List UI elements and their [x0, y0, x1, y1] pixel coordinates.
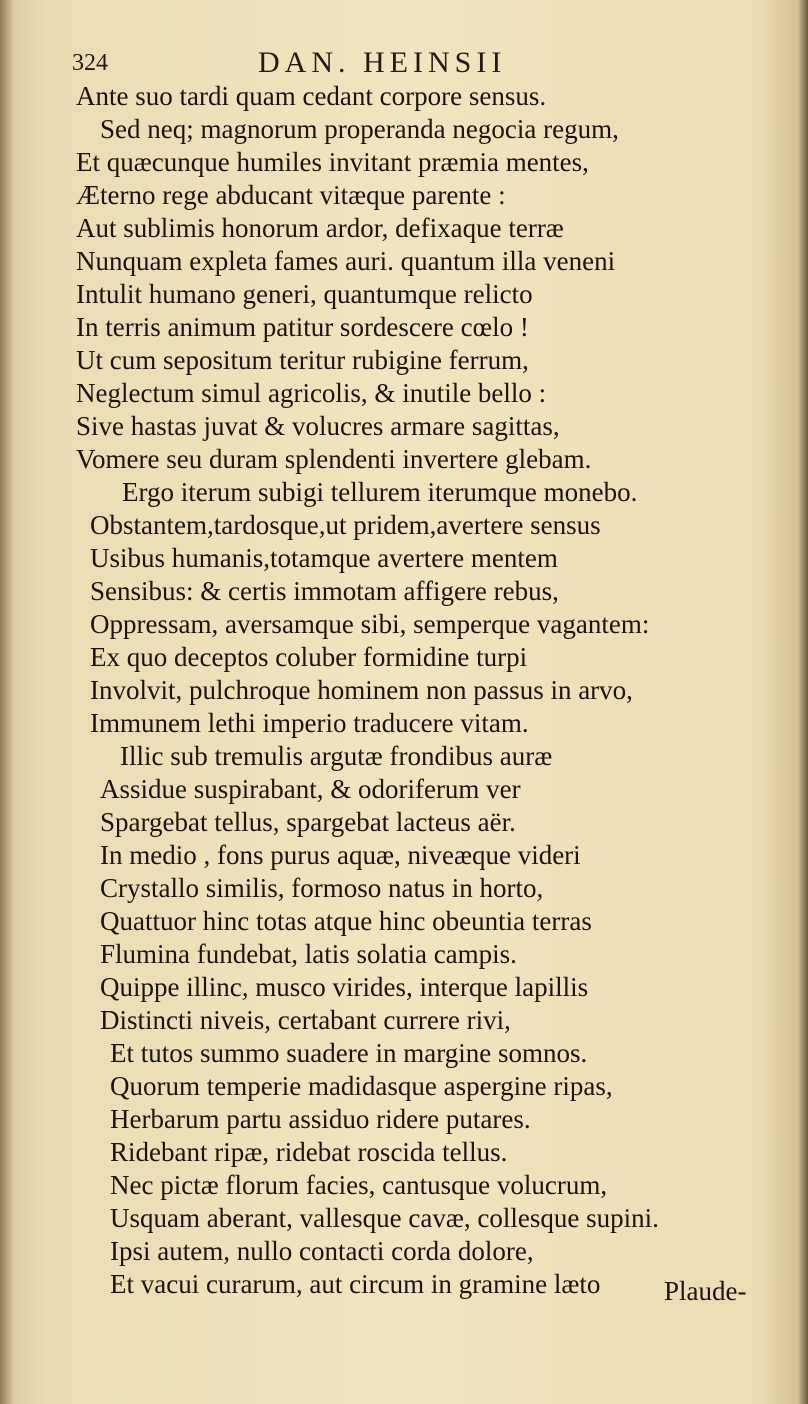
- text-line: Et quæcunque humiles invitant præmia mentes,: [76, 147, 589, 177]
- text-line: Ut cum sepositum teritur rubigine ferrum,: [76, 345, 529, 375]
- text-line: Immunem lethi imperio traducere vitam.: [90, 708, 529, 738]
- text-line: Flumina fundebat, latis solatia campis.: [100, 939, 517, 969]
- text-line: Nec pictæ florum facies, cantusque volucrum,: [110, 1170, 608, 1200]
- text-line: Usquam aberant, vallesque cavæ, collesque supini.: [110, 1203, 659, 1233]
- text-line: Intulit humano generi, quantumque relicto: [76, 279, 533, 309]
- text-line: Quippe illinc, musco virides, interque lapillis: [100, 972, 589, 1002]
- text-line: Quorum temperie madidasque aspergine ripas,: [110, 1071, 613, 1101]
- text-line: Assidue suspirabant, & odoriferum ver: [100, 774, 521, 804]
- page-number: 324: [72, 50, 108, 76]
- page-header: [72, 46, 772, 82]
- text-line: Obstantem,tardosque,ut pridem,avertere sensus: [90, 510, 601, 540]
- text-line: Illic sub tremulis argutæ frondibus auræ: [120, 741, 553, 771]
- text-line: Ergo iterum subigi tellurem iterumque monebo.: [122, 477, 638, 507]
- text-line: Sed neq; magnorum properanda negocia regum,: [100, 114, 619, 144]
- text-line: Neglectum simul agricolis, & inutile bello :: [76, 378, 547, 408]
- text-line: In medio , fons purus aquæ, niveæque videri: [100, 840, 581, 870]
- text-line: Ex quo deceptos coluber formidine turpi: [90, 642, 528, 672]
- text-line: Oppressam, aversamque sibi, semperque vagantem:: [90, 609, 650, 639]
- text-line: Aut sublimis honorum ardor, defixaque terræ: [76, 213, 564, 243]
- text-line: Nunquam expleta fames auri. quantum illa veneni: [76, 246, 616, 276]
- text-line: Ante suo tardi quam cedant corpore sensus.: [76, 81, 547, 111]
- text-line: Sive hastas juvat & volucres armare sagittas,: [76, 411, 560, 441]
- text-line: Usibus humanis,totamque avertere mentem: [90, 543, 558, 573]
- running-head: DAN. HEINSII: [258, 46, 507, 79]
- text-line: Et tutos summo suadere in margine somnos.: [110, 1038, 588, 1068]
- text-line: In terris animum patitur sordescere cœlo !: [76, 312, 529, 342]
- text-line: Distincti niveis, certabant currere rivi,: [100, 1005, 511, 1035]
- catchword: Plaude-: [664, 1276, 747, 1306]
- text-line: Involvit, pulchroque hominem non passus in arvo,: [90, 675, 633, 705]
- text-line: Ridebant ripæ, ridebat roscida tellus.: [110, 1137, 508, 1167]
- text-line: Quattuor hinc totas atque hinc obeuntia terras: [100, 906, 592, 936]
- text-line: Ipsi autem, nullo contacti corda dolore,: [110, 1236, 534, 1266]
- text-line: Sensibus: & certis immotam affigere rebus,: [90, 576, 559, 606]
- text-line: Spargebat tellus, spargebat lacteus aër.: [100, 807, 516, 837]
- text-line: Et vacui curarum, aut circum in gramine læto: [110, 1269, 601, 1299]
- text-line: Æterno rege abducant vitæque parente :: [76, 180, 506, 210]
- text-line: Crystallo similis, formoso natus in horto,: [100, 873, 544, 903]
- text-line: Herbarum partu assiduo ridere putares.: [110, 1104, 531, 1134]
- text-line: Vomere seu duram splendenti invertere glebam.: [76, 444, 592, 474]
